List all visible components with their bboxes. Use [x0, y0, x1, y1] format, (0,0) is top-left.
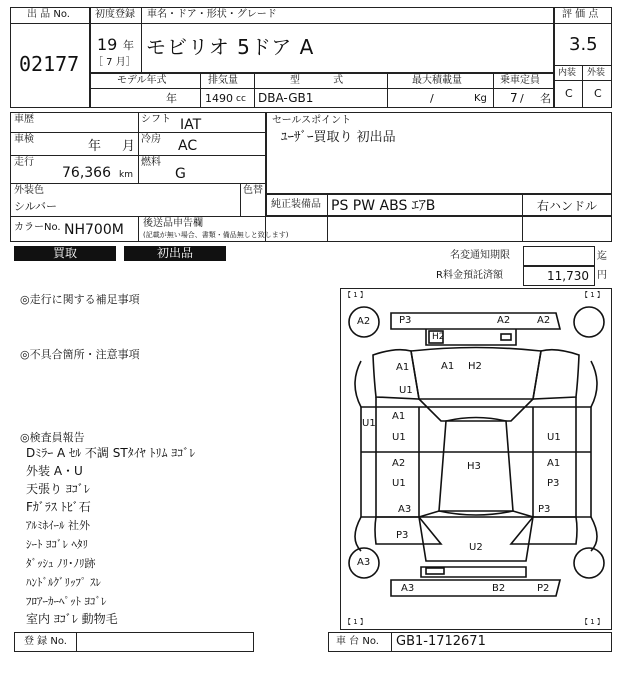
- mileage-unit: km: [119, 170, 133, 180]
- mark-door-fl-a: A1: [392, 411, 406, 422]
- inspection-label: 車検: [14, 134, 34, 145]
- mark-door-fl-outer: U1: [362, 418, 376, 429]
- mark-front-bumper-r: A2: [537, 315, 551, 326]
- capacity: 7: [510, 91, 518, 105]
- equipment: PS PW ABS ｴｱB: [331, 198, 436, 214]
- corner-bl: 【 1 】: [344, 618, 367, 626]
- mark-wheel-fl: A2: [357, 316, 371, 327]
- note-line: ｱﾙﾐﾎｲｰﾙ 社外: [26, 519, 90, 532]
- mark-rear-bumper-c: B2: [492, 583, 506, 594]
- note-line: Fｶﾞﾗｽ ﾄﾋﾞ石: [26, 500, 91, 514]
- mark-door-rl-u: U1: [392, 478, 406, 489]
- mark-rear-bumper-r: P2: [537, 583, 550, 594]
- color-label: 外装色: [14, 185, 44, 196]
- car-outline: [341, 289, 611, 629]
- reg-no-label: 登 録 No.: [24, 636, 67, 647]
- mileage: 76,366: [62, 165, 111, 181]
- corner-br: 【 1 】: [581, 618, 604, 626]
- car-label: 車名・ドア・形状・グレード: [147, 9, 277, 20]
- recycle: 11,730: [547, 269, 589, 283]
- car-diagram: [340, 288, 612, 630]
- mark-door-rr-p: P3: [547, 478, 560, 489]
- post-report-label: 後送品申告欄: [143, 218, 203, 229]
- lot-no-label: 出 品 No.: [27, 9, 70, 20]
- model-year-label: モデル年式: [117, 75, 167, 86]
- note-line: ﾌﾛｱｰｶｰﾍﾟｯﾄ ﾖｺﾞﾚ: [26, 595, 107, 608]
- equipment-label: 純正装備品: [271, 199, 321, 210]
- exterior-score: C: [594, 87, 602, 100]
- first-reg-year-unit: 年: [123, 39, 134, 52]
- mark-front-bumper-l: P3: [399, 315, 412, 326]
- mark-hood-r: H2: [468, 361, 482, 372]
- badge-first: 初出品: [124, 246, 226, 261]
- inspection-year: 年: [88, 139, 102, 154]
- mark-door-fr: U1: [547, 432, 561, 443]
- shift: IAT: [180, 117, 202, 133]
- mark-quarter-r: P3: [538, 504, 551, 515]
- fuel: G: [175, 166, 186, 182]
- max-load-slash: /: [430, 92, 434, 105]
- capacity-unit: 名: [540, 92, 551, 105]
- mark-roof: H3: [467, 461, 481, 472]
- lot-no: 02177: [19, 52, 80, 76]
- chassis-label: 車 台 No.: [336, 636, 379, 647]
- mark-front-grille: H2: [432, 332, 445, 342]
- badge-buy: 買取: [14, 246, 116, 261]
- handle: 右ハンドル: [537, 199, 598, 213]
- score: 3.5: [569, 34, 598, 55]
- interior-label: 内装: [558, 68, 577, 78]
- chassis-no: GB1-1712671: [396, 634, 486, 649]
- ac: AC: [178, 138, 198, 154]
- displacement-label: 排気量: [208, 75, 238, 86]
- shift-label: シフト: [141, 114, 171, 125]
- first-reg-year: 19: [97, 35, 118, 54]
- note-line: 室内 ﾖｺﾞﾚ 動物毛: [26, 612, 118, 626]
- note-line: 外装 A・U: [26, 464, 83, 478]
- sales-point-label: セールスポイント: [272, 115, 352, 126]
- mark-door-rr-a: A1: [547, 458, 561, 469]
- recycle-unit: 円: [597, 270, 607, 281]
- mark-door-rl-a: A2: [392, 458, 406, 469]
- model-year-unit: 年: [166, 92, 177, 105]
- exterior-label: 外装: [587, 68, 606, 78]
- displacement: 1490: [205, 92, 233, 105]
- score-label: 評 価 点: [562, 9, 599, 20]
- color-change-label: 色替: [243, 185, 263, 196]
- mark-front-bumper-c: A2: [497, 315, 511, 326]
- note-line: Dﾐﾗｰ A ｾﾙ 不調 STﾀｲﾔ ﾄﾘﾑ ﾖｺﾞﾚ: [26, 446, 196, 460]
- inspection-month: 月: [122, 139, 136, 154]
- color-no: NH700M: [64, 222, 124, 238]
- corner-tr: 【 1 】: [581, 291, 604, 299]
- color-no-label: カラーNo.: [14, 222, 61, 233]
- first-reg-month: ［ 7 月］: [93, 57, 136, 68]
- mark-quarter-l-a: A3: [398, 504, 412, 515]
- ac-label: 冷房: [141, 134, 161, 145]
- driving-notes-title: ◎走行に関する補足事項: [20, 293, 140, 306]
- displacement-unit: cc: [236, 94, 246, 104]
- mark-backdoor: U2: [469, 542, 483, 553]
- name-change-label: 名変通知期限: [450, 250, 510, 261]
- corner-tl: 【 1 】: [344, 291, 367, 299]
- mileage-label: 走行: [14, 157, 34, 168]
- capacity-label: 乗車定員: [500, 75, 540, 86]
- type-label: 型 式: [290, 75, 344, 86]
- recycle-label: R料金預託済額: [436, 270, 503, 281]
- mark-rear-bumper-l: A3: [401, 583, 415, 594]
- model-type: DBA-GB1: [258, 91, 314, 105]
- mark-hood-l: A1: [441, 361, 455, 372]
- name-change-unit: 迄: [597, 251, 607, 262]
- note-line: ｼｰﾄ ﾖｺﾞﾚ ﾍﾀﾘ: [26, 538, 88, 551]
- mark-quarter-l-p: P3: [396, 530, 409, 541]
- defects-title: ◎不具合箇所・注意事項: [20, 348, 140, 361]
- max-load-unit: Kg: [474, 93, 487, 104]
- inspector-title: ◎検査員報告: [20, 431, 85, 444]
- first-reg-label: 初度登録: [95, 9, 135, 20]
- interior-score: C: [565, 87, 573, 100]
- max-load-label: 最大積載量: [412, 75, 462, 86]
- name-change-box: [523, 246, 595, 266]
- mark-door-fl-u: U1: [392, 432, 406, 443]
- history-label: 車歴: [14, 114, 34, 125]
- sales-point: ﾕｰｻﾞｰ買取り 初出品: [281, 130, 396, 145]
- capacity-slash: /: [520, 92, 524, 105]
- note-line: ﾊﾝﾄﾞﾙｸﾞﾘｯﾌﾟ ｽﾚ: [26, 576, 101, 589]
- note-line: ﾀﾞｯｼｭ ﾉﾘ･ﾉﾘ跡: [26, 557, 96, 570]
- car-name: モビリオ 5ドア A: [146, 35, 315, 59]
- color: シルバー: [14, 200, 57, 213]
- mark-fender-l-u: U1: [399, 385, 413, 396]
- note-line: 天張り ﾖｺﾞﾚ: [26, 482, 90, 496]
- mark-wheel-rl: A3: [357, 557, 371, 568]
- fuel-label: 燃料: [141, 157, 161, 168]
- post-report-note: (記載が無い場合、書類・備品無しと致します): [143, 231, 289, 239]
- mark-fender-l-a: A1: [396, 362, 410, 373]
